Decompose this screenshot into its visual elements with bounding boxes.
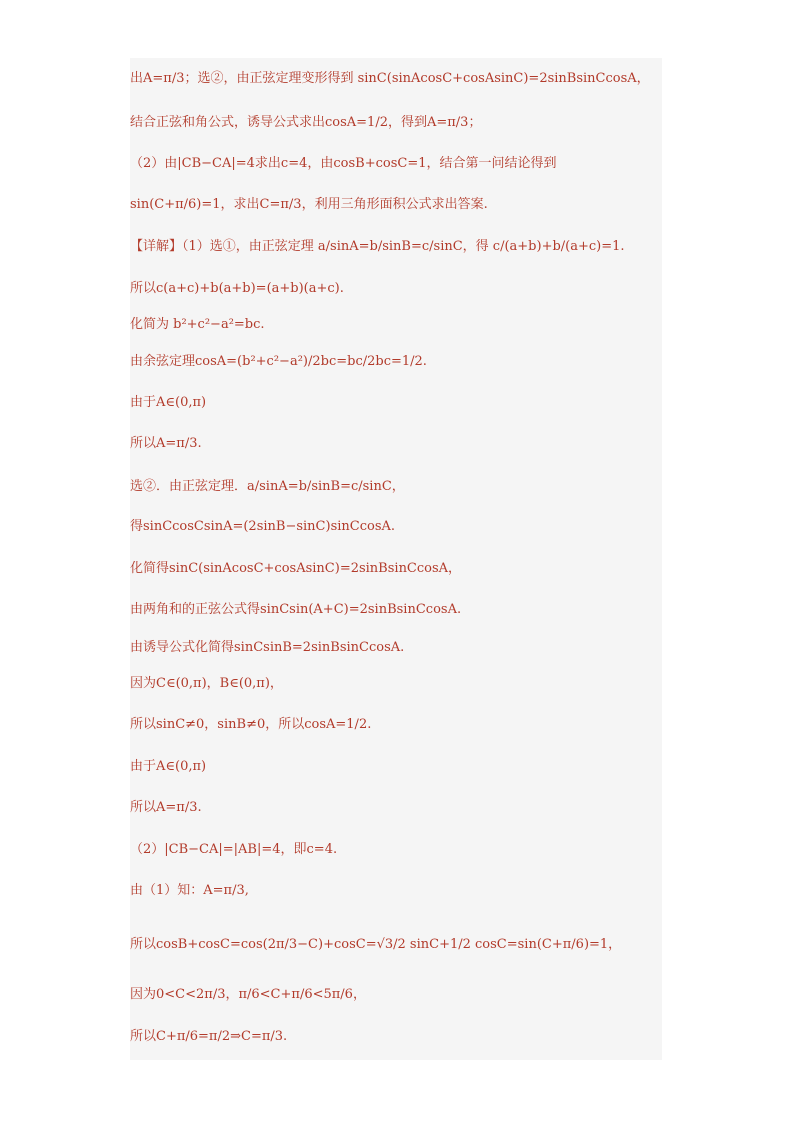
solution-line: 出A=π/3；选②，由正弦定理变形得到 sinC(sinAcosC+cosAsinC)=2sinBsinCcosA， (130, 71, 650, 86)
solution-line: 所以C+π/6=π/2⇒C=π/3. (130, 1029, 288, 1044)
solution-line: 选②．由正弦定理．a/sinA=b/sinB=c/sinC， (130, 479, 405, 494)
solution-line: sin(C+π/6)=1，求出C=π/3，利用三角形面积公式求出答案. (130, 197, 488, 212)
solution-line: 因为C∈(0,π)，B∈(0,π)， (130, 676, 283, 691)
solution-line: （2）由|CB−CA|=4求出c=4，由cosB+cosC=1，结合第一问结论得到 (130, 156, 557, 171)
solution-line: （2）|CB−CA|=|AB|=4，即c=4. (130, 842, 338, 857)
solution-line: 由诱导公式化简得sinCsinB=2sinBsinCcosA. (130, 640, 405, 655)
solution-line: 得sinCcosCsinA=(2sinB−sinC)sinCcosA. (130, 519, 396, 534)
solution-line: 【详解】（1）选①，由正弦定理 a/sinA=b/sinB=c/sinC，得 c/(a+b)+b/(a+c)=1. (130, 239, 625, 254)
solution-line: 由余弦定理cosA=(b²+c²−a²)/2bc=bc/2bc=1/2. (130, 354, 427, 369)
solution-line: 所以A=π/3. (130, 800, 202, 815)
solution-line: 所以A=π/3. (130, 436, 202, 451)
solution-document (130, 58, 662, 1060)
solution-line: 所以sinC≠0，sinB≠0，所以cosA=1/2. (130, 717, 372, 732)
solution-line: 由于A∈(0,π) (130, 759, 207, 774)
solution-line: 由（1）知：A=π/3, (130, 883, 249, 898)
solution-line: 所以c(a+c)+b(a+b)=(a+b)(a+c). (130, 281, 344, 296)
solution-line: 由于A∈(0,π) (130, 395, 207, 410)
solution-line: 因为0<C<2π/3，π/6<C+π/6<5π/6， (130, 987, 366, 1002)
solution-line: 所以cosB+cosC=cos(2π/3−C)+cosC=√3/2 sinC+1/2 cosC=sin(C+π/6)=1， (130, 937, 622, 952)
solution-line: 化简为 b²+c²−a²=bc. (130, 317, 265, 332)
solution-line: 由两角和的正弦公式得sinCsin(A+C)=2sinBsinCcosA. (130, 602, 462, 617)
solution-line: 化简得sinC(sinAcosC+cosAsinC)=2sinBsinCcosA， (130, 561, 462, 576)
solution-line: 结合正弦和角公式，诱导公式求出cosA=1/2，得到A=π/3； (130, 115, 482, 130)
